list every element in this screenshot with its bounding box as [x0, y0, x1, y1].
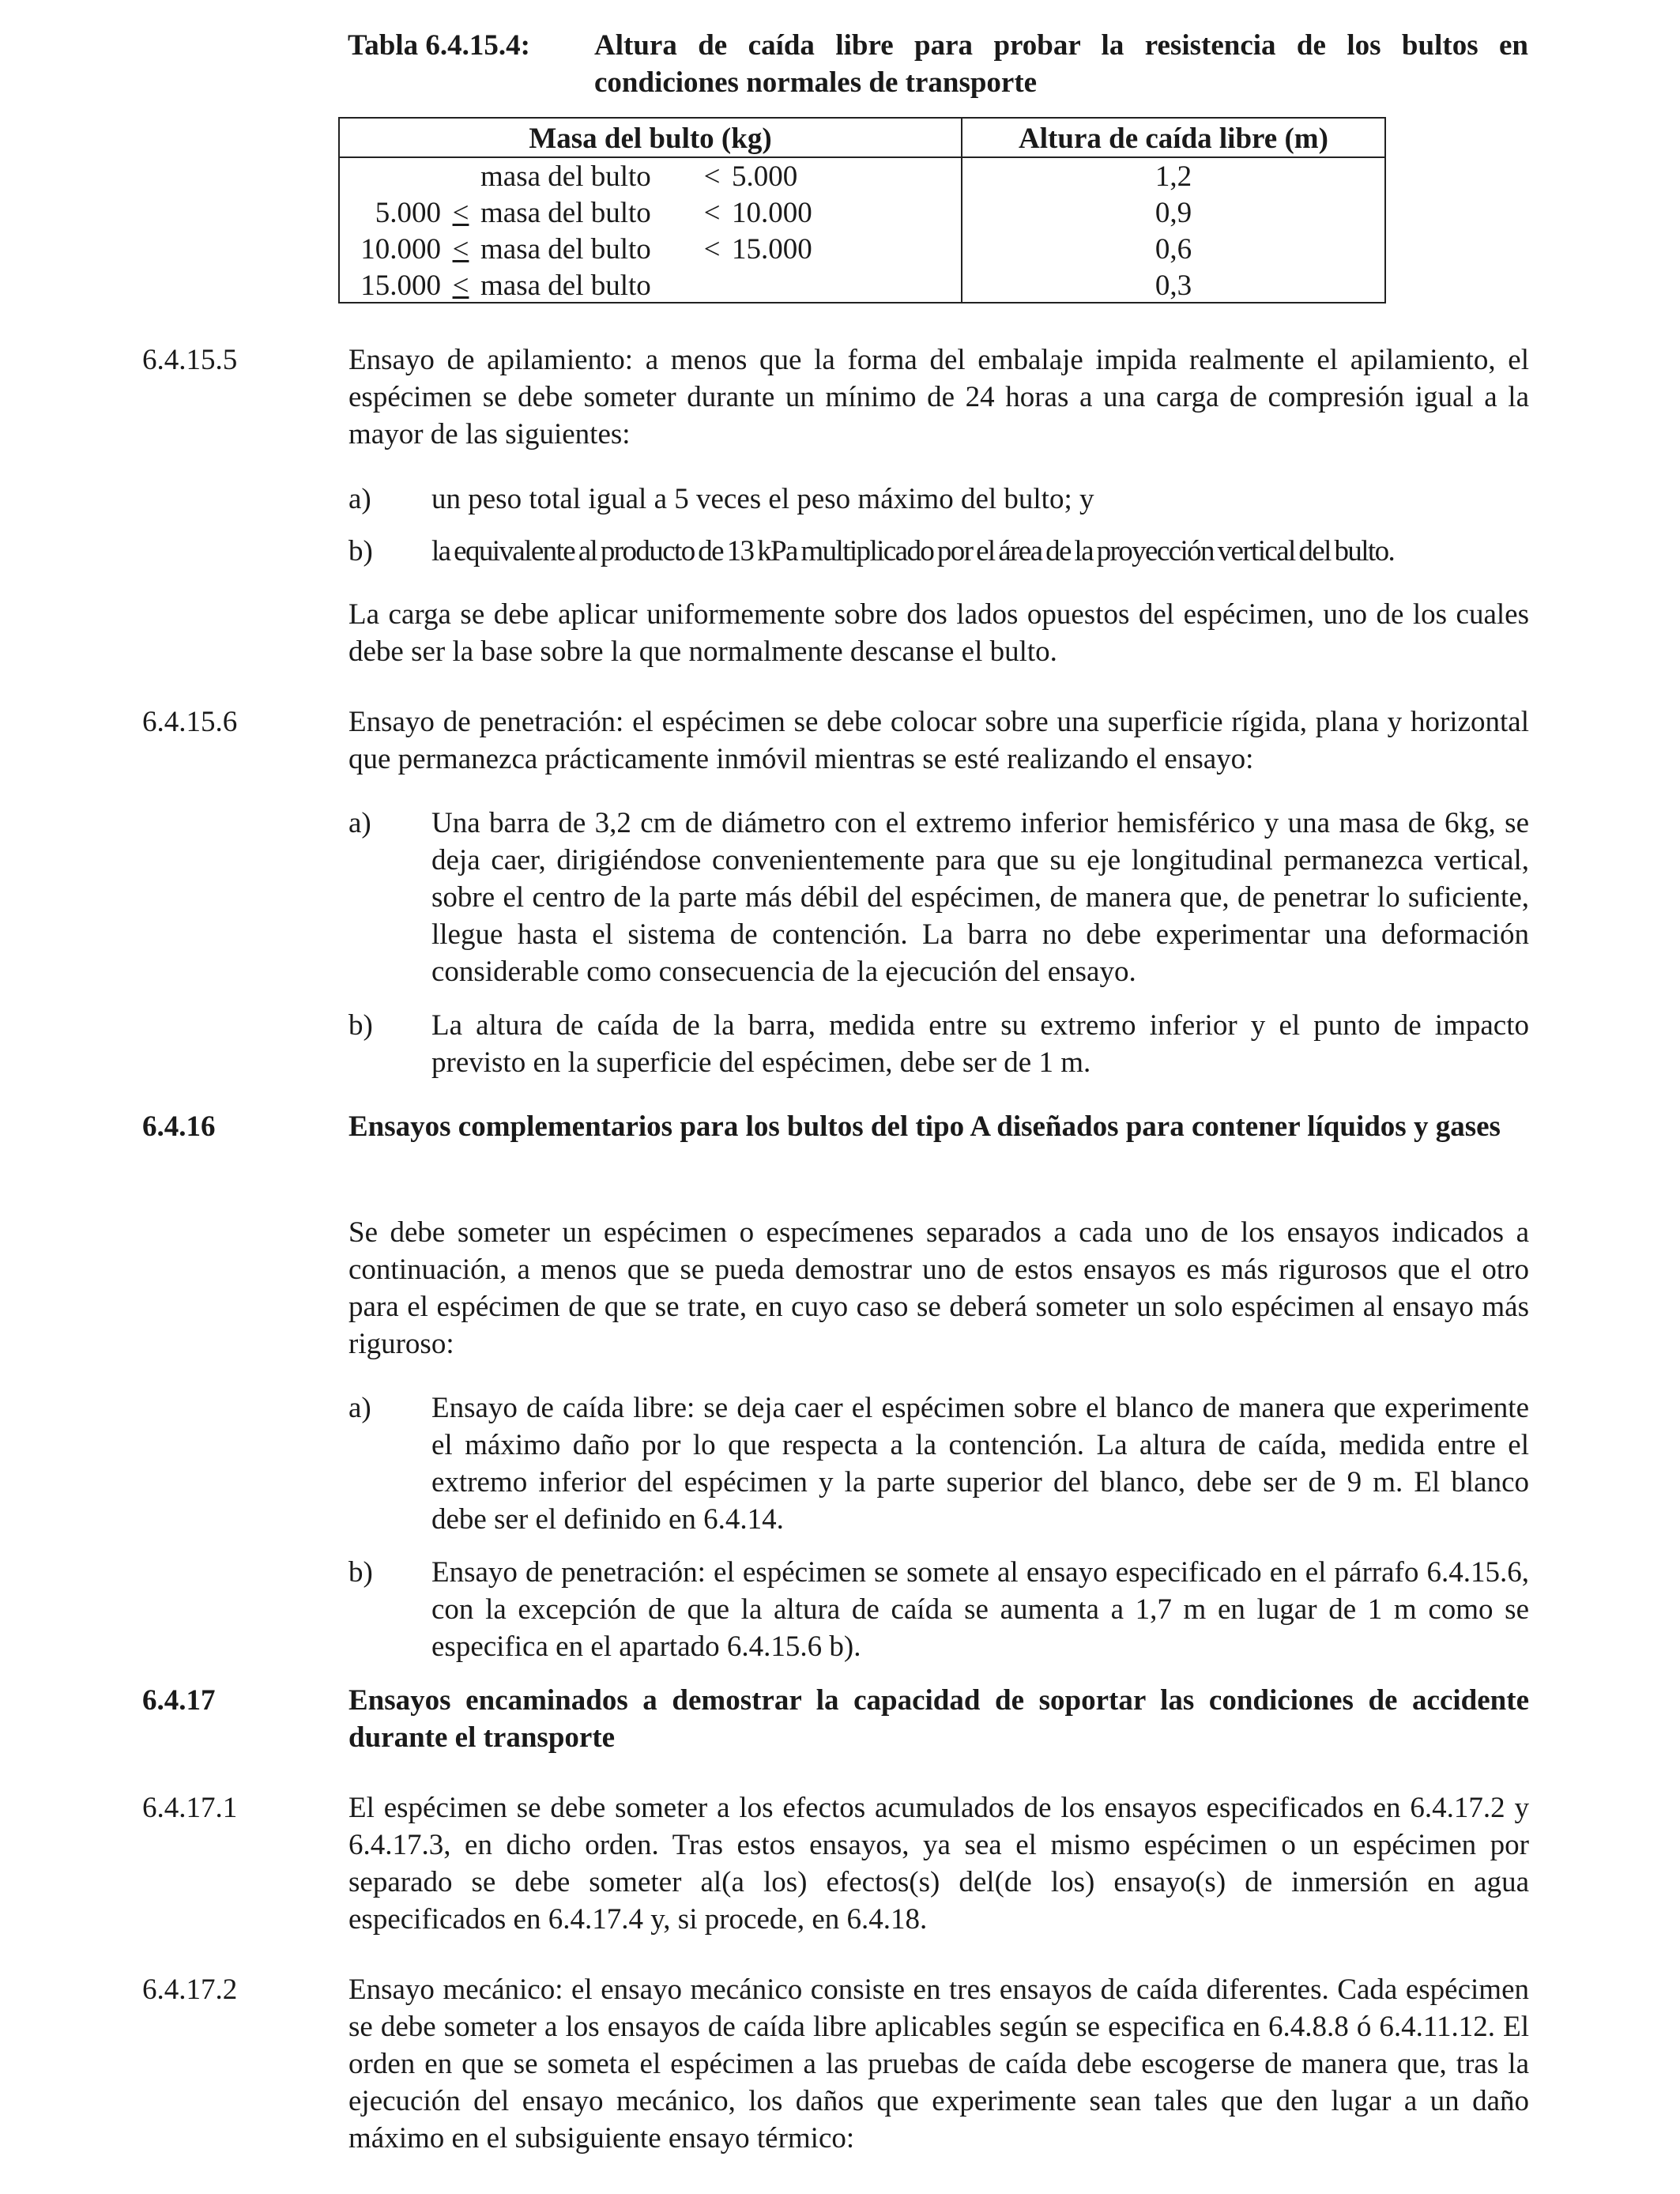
section-number-6-4-15-6: 6.4.15.6	[142, 706, 238, 738]
item-letter: b)	[348, 1556, 373, 1589]
item-text: Ensayo de penetración: el espécimen se somete al ensayo especificado en el párrafo 6.4.15.6, con la excepción de que la altura de caída se aumenta a 1,7 m en lugar de 1 m como se especifica en el apartado 6.4.15.6 b).	[431, 1556, 1529, 1663]
section-6-4-15-6-intro: Ensayo de penetración: el espécimen se debe colocar sobre una superficie rígida, plana y horizontal que permanezca prácticamente inmóvil mientras se esté realizando el ensayo:	[348, 706, 1529, 775]
table-title-text: Altura de caída libre para probar la resistencia de los bultos en condiciones normales de transporte	[594, 29, 1528, 99]
item-letter: a)	[348, 483, 371, 515]
row-lower-bound: 15.000	[360, 270, 441, 302]
section-6-4-15-5-closing: La carga se debe aplicar uniformemente sobre dos lados opuestos del espécimen, uno de los cuales debe ser la base sobre la que normalmente descanse el bulto.	[348, 598, 1529, 668]
item-letter: a)	[348, 807, 371, 839]
row-operator-upper: <	[703, 233, 721, 266]
item-text: Una barra de 3,2 cm de diámetro con el extremo inferior hemisférico y una masa de 6kg, se deja caer, dirigiéndose convenientemente para que su eje longitudinal permanezca vertical, sobre el centro de la parte más débil del espécimen, de manera que, de penetrar lo suficiente, llegue hasta el sistema de contención. La barra no debe experimentar una deformación considerable como consecuencia de la ejecución del ensayo.	[431, 807, 1529, 988]
row-mass-label: masa del bulto	[480, 270, 651, 302]
section-6-4-16-intro: Se debe someter un espécimen o especímenes separados a cada uno de los ensayos indicados a continuación, a menos que se pueda demostrar uno de estos ensayos es más rigurosos que el otro para el espécimen de que se trate, en cuyo caso se deberá someter un solo espécimen al ensayo más riguroso:	[348, 1216, 1529, 1360]
table-row	[340, 194, 1384, 231]
item-text: un peso total igual a 5 veces el peso máximo del bulto; y	[431, 483, 1094, 515]
item-text: La altura de caída de la barra, medida entre su extremo inferior y el punto de impacto previsto en la superficie del espécimen, debe ser de 1 m.	[431, 1009, 1529, 1079]
row-lower-bound: 10.000	[360, 233, 441, 266]
section-6-4-17-2-text: Ensayo mecánico: el ensayo mecánico consiste en tres ensayos de caída diferentes. Cada espécimen se debe someter a los ensayos de caída libre aplicables según se especifica en 6.4.8.8 ó 6.4.11.12. El orden en que se someta el espécimen a las pruebas de caída debe escogerse de manera que, tras la ejecución del ensayo mecánico, los daños que experimente sean tales que den lugar a un daño máximo en el subsiguiente ensayo térmico:	[348, 1973, 1529, 2154]
section-6-4-15-5-intro: Ensayo de apilamiento: a menos que la forma del embalaje impida realmente el apilamiento, el espécimen se debe someter durante un mínimo de 24 horas a una carga de compresión igual a la mayor de las siguientes:	[348, 344, 1529, 450]
section-number-6-4-16: 6.4.16	[142, 1110, 216, 1143]
section-number-6-4-17-1: 6.4.17.1	[142, 1792, 238, 1824]
row-operator-upper: <	[703, 197, 721, 229]
row-mass-label: masa del bulto	[480, 197, 651, 229]
section-6-4-16-heading: Ensayos complementarios para los bultos del tipo A diseñados para contener líquidos y gases	[348, 1110, 1501, 1143]
section-number-6-4-17: 6.4.17	[142, 1684, 216, 1717]
row-operator-lower: <	[452, 270, 469, 302]
section-6-4-17-heading: Ensayos encaminados a demostrar la capacidad de soportar las condiciones de accidente durante el transporte	[348, 1684, 1529, 1754]
row-drop-height: 1,2	[1155, 160, 1192, 193]
drop-height-table	[338, 117, 1386, 303]
item-letter: b)	[348, 1009, 373, 1042]
item-letter: a)	[348, 1392, 371, 1424]
row-upper-bound: 5.000	[732, 160, 798, 193]
table-title-label: Tabla 6.4.15.4:	[348, 29, 530, 62]
section-number-6-4-15-5: 6.4.15.5	[142, 344, 238, 376]
item-letter: b)	[348, 535, 373, 567]
row-mass-label: masa del bulto	[480, 233, 651, 266]
table-row	[340, 267, 1384, 303]
row-drop-height: 0,9	[1155, 197, 1192, 229]
row-lower-bound: 5.000	[375, 197, 441, 229]
item-text: la equivalente al producto de 13 kPa multiplicado por el área de la proyección vertical del bulto.	[431, 535, 1395, 567]
row-operator-lower: <	[452, 233, 469, 266]
row-mass-label: masa del bulto	[480, 160, 651, 193]
row-upper-bound: 10.000	[732, 197, 812, 229]
item-text: Ensayo de caída libre: se deja caer el espécimen sobre el blanco de manera que experimente el máximo daño por lo que respecta a la contención. La altura de caída, medida entre el extremo inferior del espécimen y la parte superior del blanco, debe ser de 9 m. El blanco debe ser el definido en 6.4.14.	[431, 1392, 1529, 1536]
table-header-mass: Masa del bulto (kg)	[529, 123, 772, 155]
section-6-4-17-1-text: El espécimen se debe someter a los efectos acumulados de los ensayos especificados en 6.4.17.2 y 6.4.17.3, en dicho orden. Tras estos ensayos, ya sea el mismo espécimen o un espécimen por separado se debe someter al(a los) efectos(s) del(de los) ensayo(s) de inmersión en agua especificados en 6.4.17.4 y, si procede, en 6.4.18.	[348, 1792, 1529, 1936]
table-header-height: Altura de caída libre (m)	[1019, 123, 1328, 155]
table-row	[340, 231, 1384, 267]
row-drop-height: 0,3	[1155, 270, 1192, 302]
table-row	[340, 158, 1384, 194]
row-operator-upper: <	[703, 160, 721, 193]
row-drop-height: 0,6	[1155, 233, 1192, 266]
row-upper-bound: 15.000	[732, 233, 812, 266]
section-number-6-4-17-2: 6.4.17.2	[142, 1973, 238, 2006]
row-operator-lower: <	[452, 197, 469, 229]
